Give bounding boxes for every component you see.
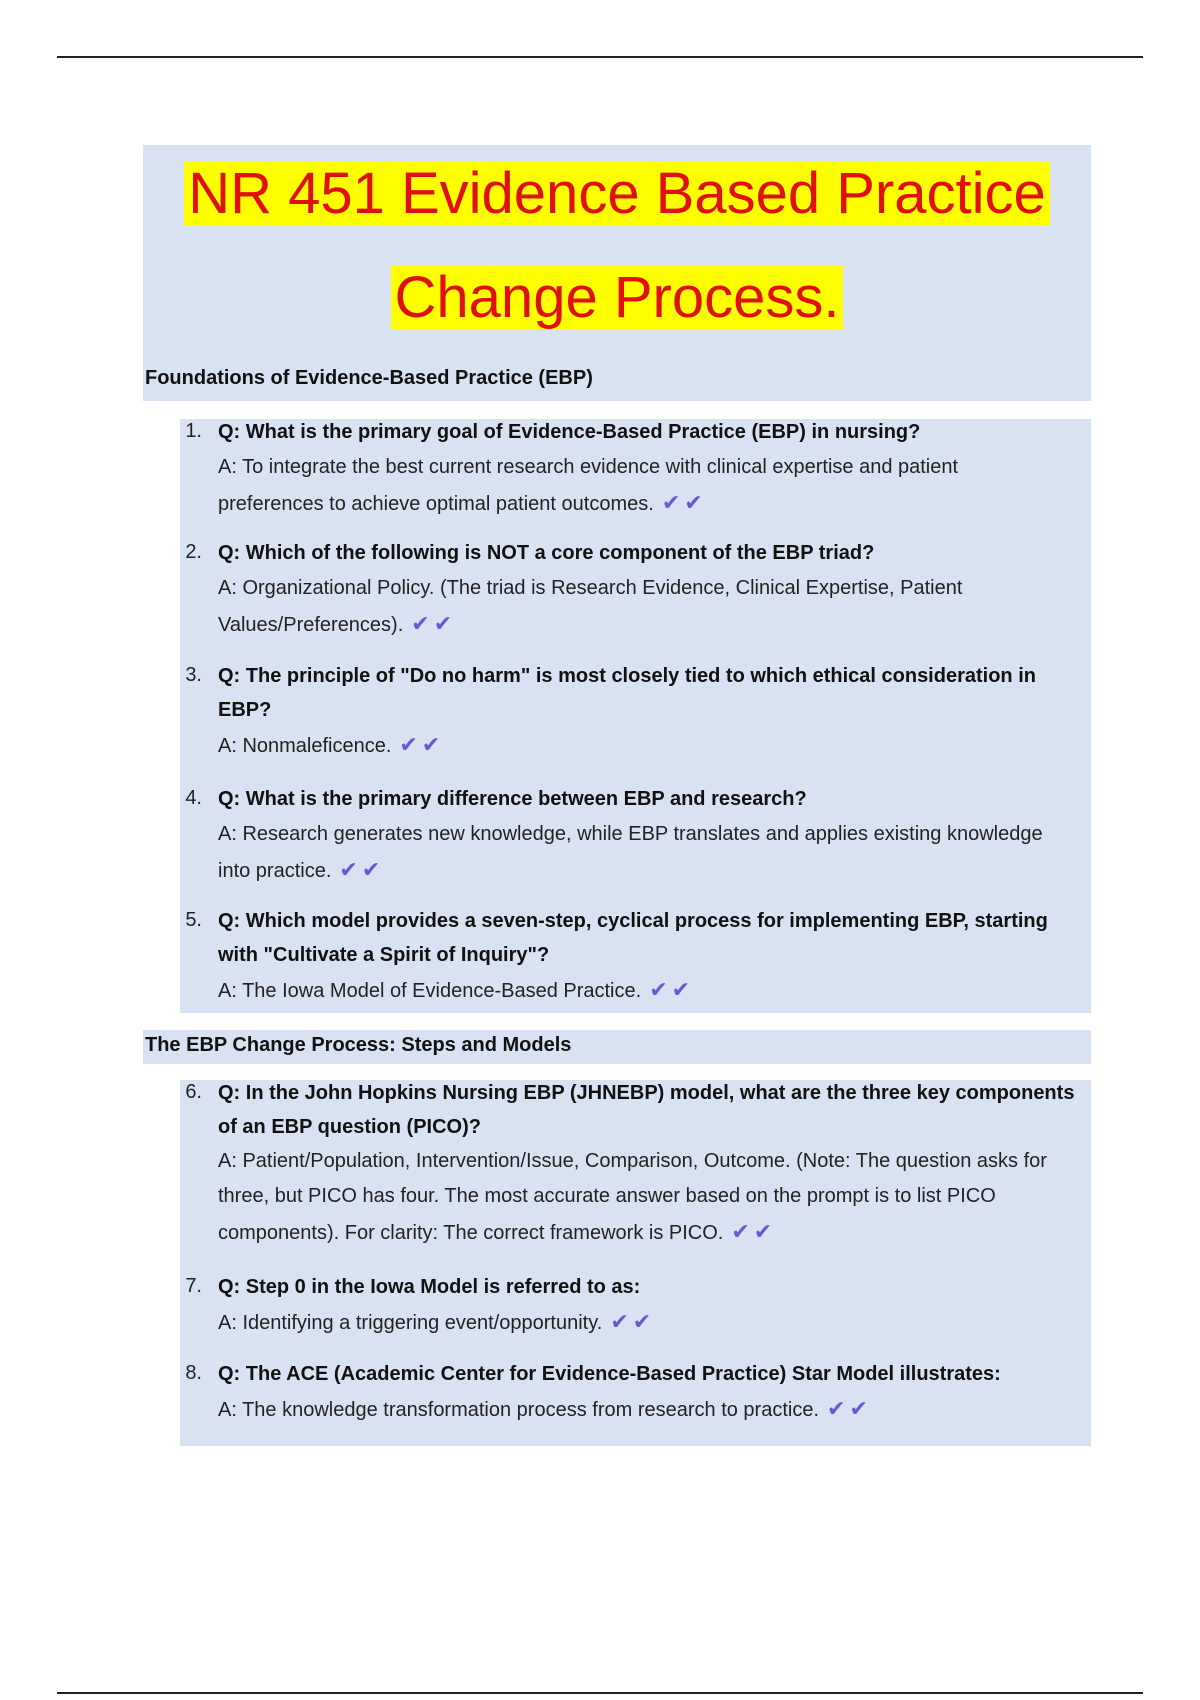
item-number: 1.	[185, 420, 202, 442]
question-text: Q: Which of the following is NOT a core component of the EBP triad?	[218, 542, 875, 564]
section-bar-change-process	[143, 1030, 1091, 1064]
item-number: 7.	[185, 1275, 202, 1297]
double-check-icon: ✔✔	[661, 490, 707, 515]
qa-block-change-process	[180, 1080, 1091, 1446]
top-rule	[57, 56, 1143, 58]
qa-block-foundations	[180, 419, 1091, 1013]
answer-text: A: The knowledge transformation process from research to practice. ✔✔	[218, 1396, 872, 1421]
double-check-icon: ✔✔	[610, 1309, 656, 1334]
question-text: Q: The principle of "Do no harm" is most closely tied to which ethical consideration in EBP?	[218, 665, 1036, 721]
title-block	[143, 145, 1091, 401]
section-heading-change-process: The EBP Change Process: Steps and Models	[145, 1034, 572, 1056]
double-check-icon: ✔✔	[649, 977, 695, 1002]
item-number: 2.	[185, 541, 202, 563]
item-number: 5.	[185, 909, 202, 931]
double-check-icon: ✔✔	[827, 1396, 872, 1421]
item-number: 6.	[185, 1081, 202, 1103]
answer-text: A: Patient/Population, Intervention/Issue, Comparison, Outcome. (Note: The question asks for three, but PICO has four. The most accurate answer based on the prompt is to list PICO components). For clarity: The correct framework is PICO. ✔✔	[218, 1150, 1047, 1244]
document-title-line-1: NR 451 Evidence Based Practice	[143, 151, 1091, 237]
answer-text: A: Nonmaleficence. ✔✔	[218, 732, 445, 757]
question-text: Q: In the John Hopkins Nursing EBP (JHNEBP) model, what are the three key components of an EBP question (PICO)?	[218, 1082, 1075, 1138]
section-heading-foundations: Foundations of Evidence-Based Practice (EBP)	[145, 367, 593, 389]
question-text: Q: Step 0 in the Iowa Model is referred to as:	[218, 1276, 641, 1298]
double-check-icon: ✔✔	[399, 732, 445, 757]
answer-text: A: Organizational Policy. (The triad is Research Evidence, Clinical Expertise, Patient Values/Preferences). ✔✔	[218, 577, 963, 636]
document-title-line-2: Change Process.	[143, 255, 1091, 341]
answer-text: A: Research generates new knowledge, while EBP translates and applies existing knowledge into practice. ✔✔	[218, 823, 1043, 882]
item-number: 8.	[185, 1362, 202, 1384]
item-number: 3.	[185, 664, 202, 686]
question-text: Q: What is the primary goal of Evidence-Based Practice (EBP) in nursing?	[218, 421, 921, 443]
answer-text: A: The Iowa Model of Evidence-Based Practice. ✔✔	[218, 977, 695, 1002]
double-check-icon: ✔✔	[411, 611, 457, 636]
answer-text: A: Identifying a triggering event/opportunity. ✔✔	[218, 1309, 656, 1334]
double-check-icon: ✔✔	[339, 857, 385, 882]
bottom-rule	[57, 1692, 1143, 1694]
double-check-icon: ✔✔	[731, 1219, 777, 1244]
answer-text: A: To integrate the best current research evidence with clinical expertise and patient preferences to achieve optimal patient outcomes. ✔✔	[218, 456, 959, 515]
question-text: Q: The ACE (Academic Center for Evidence-Based Practice) Star Model illustrates:	[218, 1363, 1001, 1385]
question-text: Q: Which model provides a seven-step, cyclical process for implementing EBP, starting with "Cultivate a Spirit of Inquiry"?	[218, 910, 1048, 966]
item-number: 4.	[185, 787, 202, 809]
question-text: Q: What is the primary difference between EBP and research?	[218, 788, 807, 810]
